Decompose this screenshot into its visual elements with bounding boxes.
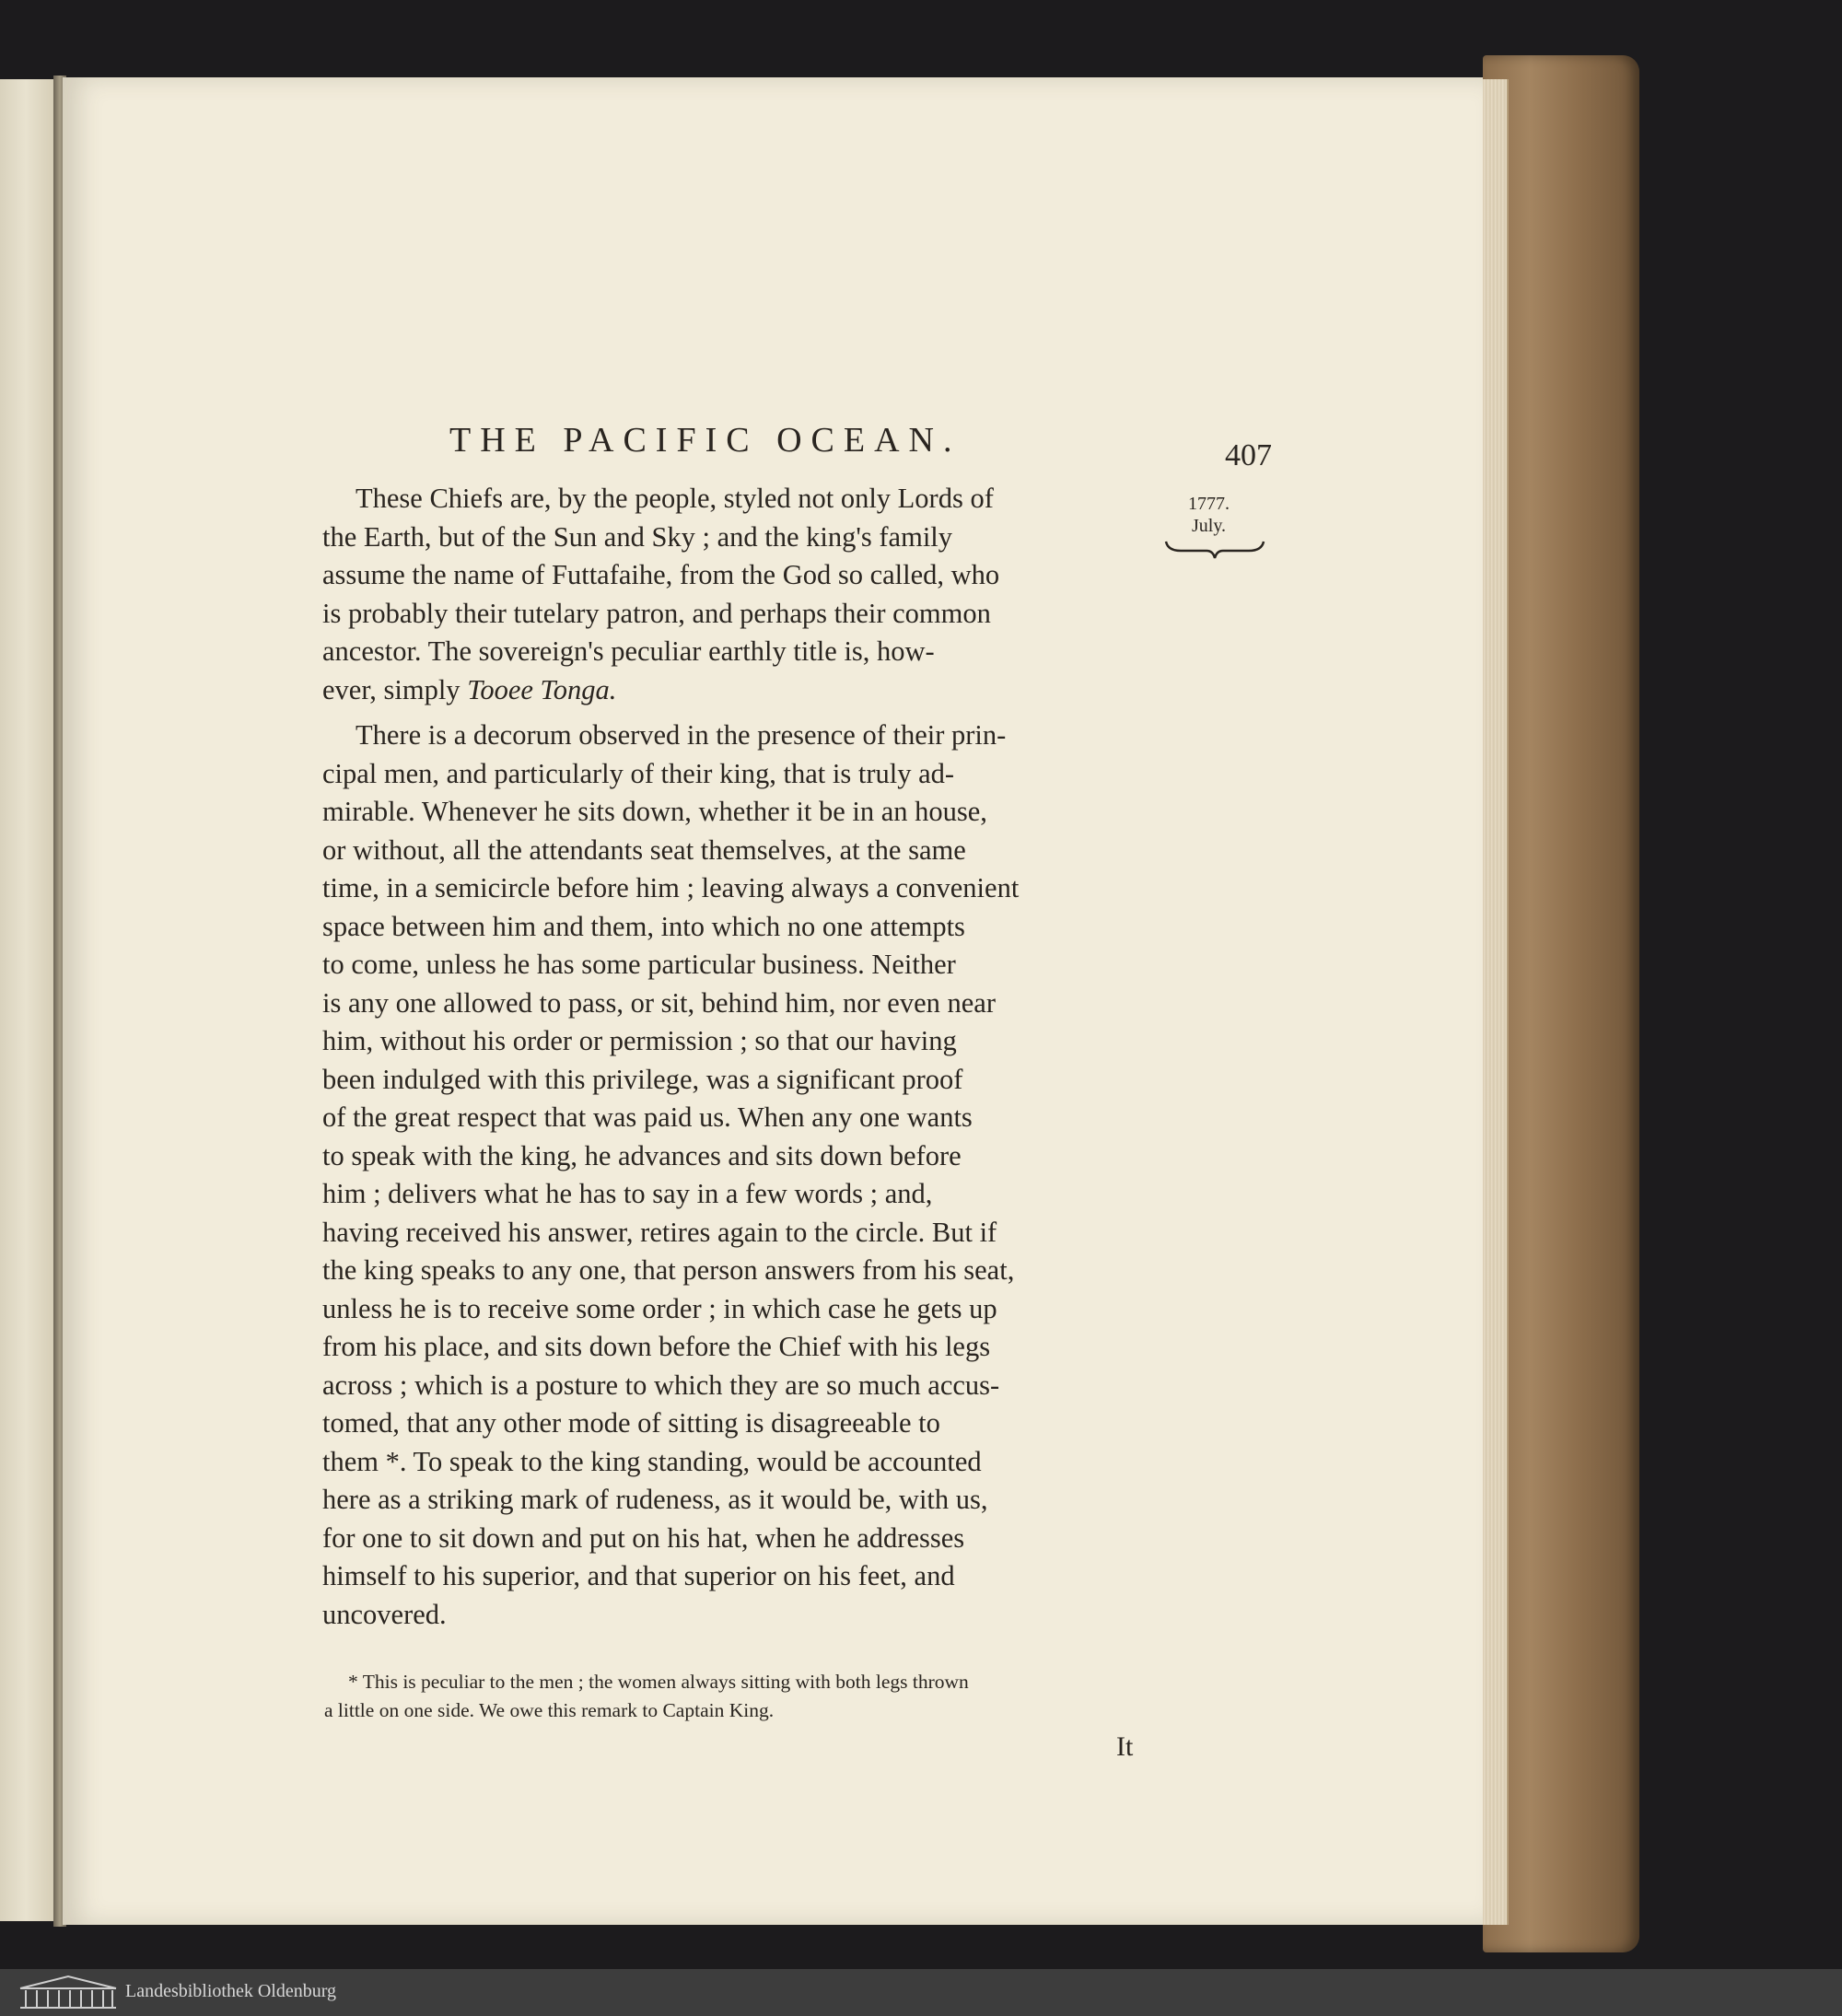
library-name: Landesbibliothek Oldenburg xyxy=(125,1981,337,2001)
body-line: These Chiefs are, by the people, styled not only Lords of xyxy=(356,483,994,514)
body-line: tomed, that any other mode of sitting is disagreeable to xyxy=(322,1407,940,1439)
body-line: having received his answer, retires again to the circle. But if xyxy=(322,1216,997,1248)
body-line: of the great respect that was paid us. When any one wants xyxy=(322,1101,973,1133)
body-line: him, without his order or permission ; so that our having xyxy=(322,1025,957,1056)
body-line: across ; which is a posture to which they are so much accus- xyxy=(322,1369,1000,1401)
body-line: from his place, and sits down before the Chief with his legs xyxy=(322,1331,991,1362)
body-line: assume the name of Futtafaihe, from the God so called, who xyxy=(322,559,1000,590)
body-line: is any one allowed to pass, or sit, behind him, nor even near xyxy=(322,986,996,1019)
body-line: There is a decorum observed in the presence of their prin- xyxy=(356,719,1007,751)
body-line: uncovered. xyxy=(322,1598,447,1630)
body-line: space between him and them, into which no one attempts xyxy=(322,910,965,942)
margin-note-month: July. xyxy=(1192,516,1227,536)
body-line-start: ever, simply xyxy=(322,673,468,705)
body-line: the Earth, but of the Sun and Sky ; and the king's family xyxy=(322,520,953,553)
body-line: or without, all the attendants seat themselves, at the same xyxy=(322,833,966,866)
body-line: himself to his superior, and that superior on his feet, and xyxy=(322,1560,955,1591)
catchword: It xyxy=(1116,1731,1134,1762)
body-line: them *. To speak to the king standing, would be accounted xyxy=(322,1445,982,1477)
book-page xyxy=(63,77,1483,1925)
running-head: THE PACIFIC OCEAN. xyxy=(449,421,962,460)
italic-title: Tooee Tonga. xyxy=(467,673,617,705)
margin-brace-icon xyxy=(1164,538,1265,560)
body-line: mirable. Whenever he sits down, whether it be in an house, xyxy=(322,796,987,827)
body-line: unless he is to receive some order ; in which case he gets up xyxy=(322,1292,997,1324)
body-line: here as a striking mark of rudeness, as it would be, with us, xyxy=(322,1484,988,1515)
body-line: to speak with the king, he advances and sits down before xyxy=(322,1139,962,1171)
margin-note-year: 1777. xyxy=(1188,494,1230,514)
body-line: him ; delivers what he has to say in a few words ; and, xyxy=(322,1178,933,1209)
footnote xyxy=(324,1668,1153,1725)
body-line: been indulged with this privilege, was a significant proof xyxy=(322,1063,963,1095)
library-footer-bar xyxy=(0,1969,1842,2016)
body-line: to come, unless he has some particular business. Neither xyxy=(322,949,956,980)
page-number: 407 xyxy=(1225,438,1272,472)
footnote-line: * This is peculiar to the men ; the women always sitting with both legs thrown xyxy=(348,1671,969,1693)
body-line: is probably their tutelary patron, and perhaps their common xyxy=(322,597,991,629)
body-line: for one to sit down and put on his hat, when he addresses xyxy=(322,1521,965,1554)
body-line: time, in a semicircle before him ; leaving always a convenient xyxy=(322,872,1020,903)
body-text xyxy=(322,480,1140,1634)
footnote-line: a little on one side. We owe this remark to Captain King. xyxy=(324,1699,775,1721)
library-building-icon xyxy=(17,1974,120,2010)
body-line xyxy=(322,671,1140,710)
body-line: cipal men, and particularly of their king, that is truly ad- xyxy=(322,757,955,789)
body-line: the king speaks to any one, that person answers from his seat, xyxy=(322,1254,1015,1286)
body-line: ancestor. The sovereign's peculiar earthly title is, how- xyxy=(322,635,935,667)
